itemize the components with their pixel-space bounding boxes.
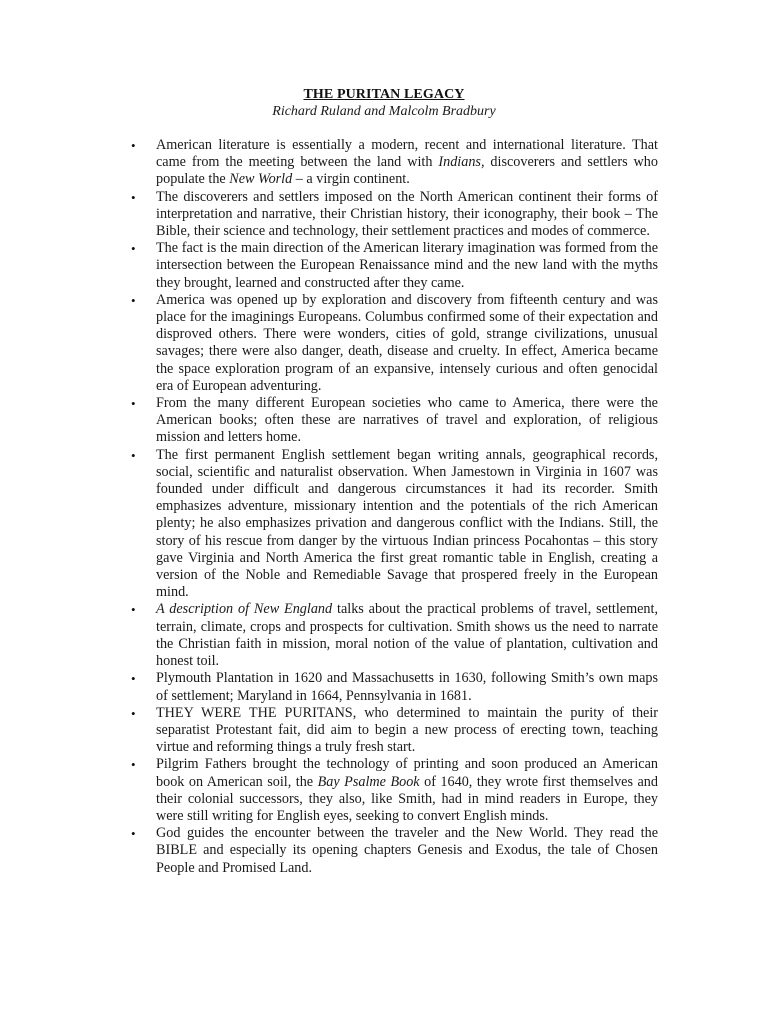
text-run: THEY WERE THE PURITANS, who determined to maintain the purity of their separatist Protestant fait, did aim to begin a new process of erecting town, teaching virtue and reforming things a truly fresh start. (156, 704, 658, 756)
italic-run: New World (229, 171, 293, 188)
document-title: THE PURITAN LEGACY (303, 87, 465, 102)
bullet-icon: • (131, 671, 136, 687)
bullet-icon: • (131, 447, 136, 463)
bullet-icon: • (131, 757, 136, 773)
document-header (0, 86, 768, 120)
text-run: – a virgin continent. (292, 171, 410, 188)
bullet-icon: • (131, 602, 136, 618)
bullet-item-8 (0, 670, 768, 704)
bullet-icon: • (131, 396, 136, 412)
text-run: Plymouth Plantation in 1620 and Massachusetts in 1630, following Smith’s own maps of settlement; Maryland in 1664, Pennsylvania in 1681. (156, 670, 658, 704)
text-run: The discoverers and settlers imposed on the North American continent their forms of interpretation and narrative, their Christian history, their iconography, their book – The Bible, their science and technology, their settlement practices and modes of commerce. (156, 188, 658, 240)
bullet-list (0, 137, 768, 877)
text-run: America was opened up by exploration and discovery from fifteenth century and was place for the imaginings Europeans. Columbus confirmed some of their expectation and disproved others. There were wonders, cities of gold, strange civilizations, unusual savages; there were also danger, death, disease and cruelty. In effect, America became the space exploration program of an expansive, intensely curious and often genocidal era of European adventuring. (156, 291, 658, 394)
italic-run: Bay Psalme Book (317, 773, 420, 790)
bullet-icon: • (131, 241, 136, 257)
text-run: The fact is the main direction of the American literary imagination was formed from the intersection between the European Renaissance mind and the new land with the myths they brought, learned and constructed after they came. (156, 240, 658, 291)
italic-run: A description of New England (156, 601, 333, 618)
bullet-item-3 (0, 240, 768, 292)
bullet-text (156, 137, 658, 189)
bullet-item-9 (0, 705, 768, 757)
bullet-icon: • (131, 826, 136, 842)
bullet-text (156, 705, 658, 757)
bullet-icon: • (131, 292, 136, 308)
bullet-text (156, 447, 658, 602)
bullet-text (156, 292, 658, 395)
text-run: talks about the practical problems of travel, settlement, terrain, climate, crops and prospects for cultivation. Smith shows us the need to narrate the Christian faith in mission, moral notion of the value of plantation, cultivation and honest toil. (156, 601, 658, 670)
document-authors: Richard Ruland and Malcolm Bradbury (272, 104, 496, 119)
bullet-text (156, 670, 658, 704)
bullet-text (156, 395, 658, 447)
bullet-text (156, 601, 658, 670)
bullet-text (156, 756, 658, 825)
bullet-text (156, 825, 658, 877)
text-run: The first permanent English settlement began writing annals, geographical records, social, scientific and naturalist observation. When Jamestown in Virginia in 1607 was founded under difficult and dangerous circumstances it had its recorder. Smith emphasizes adventure, missionary intention and the potentials of the rich American plenty; he also emphasizes privation and dangerous conflict with the Indians. Still, the story of his rescue from danger by the virtuous Indian princess Pocahontas – this story gave Virginia and North America the first great romantic table in English, creating a version of the Noble and Remediable Savage that prospered freely in the European mind. (156, 446, 658, 601)
bullet-item-5 (0, 395, 768, 447)
text-run: of 1640, they wrote first themselves and their colonial successors, they also, like Smith, had in mind readers in Europe, they were still writing for English eyes, seeking to convert English minds. (156, 773, 658, 824)
bullet-item-4 (0, 292, 768, 395)
text-run: American literature is essentially a modern, recent and international literature. That came from the meeting between the land with (156, 137, 658, 171)
bullet-item-2 (0, 189, 768, 241)
bullet-text (156, 240, 658, 292)
bullet-item-10 (0, 756, 768, 825)
bullet-icon: • (131, 138, 136, 153)
bullet-item-6 (0, 447, 768, 602)
text-run: discoverers and settlers who populate the (156, 154, 658, 188)
italic-run: Indians, (438, 154, 485, 171)
bullet-item-7 (0, 601, 768, 670)
bullet-icon: • (131, 189, 136, 205)
text-run: From the many different European societies who came to America, there were the American books; often these are narratives of travel and exploration, of religious mission and letters home. (156, 395, 658, 446)
bullet-item-11 (0, 825, 768, 877)
text-run: God guides the encounter between the traveler and the New World. They read the BIBLE and especially its opening chapters Genesis and Exodus, the tale of Chosen People and Promised Land. (156, 825, 658, 876)
bullet-item-1 (0, 137, 768, 189)
bullet-icon: • (131, 705, 136, 721)
text-run: Pilgrim Fathers brought the technology of printing and soon produced an American book on American soil, the (156, 756, 658, 790)
bullet-text (156, 189, 658, 241)
